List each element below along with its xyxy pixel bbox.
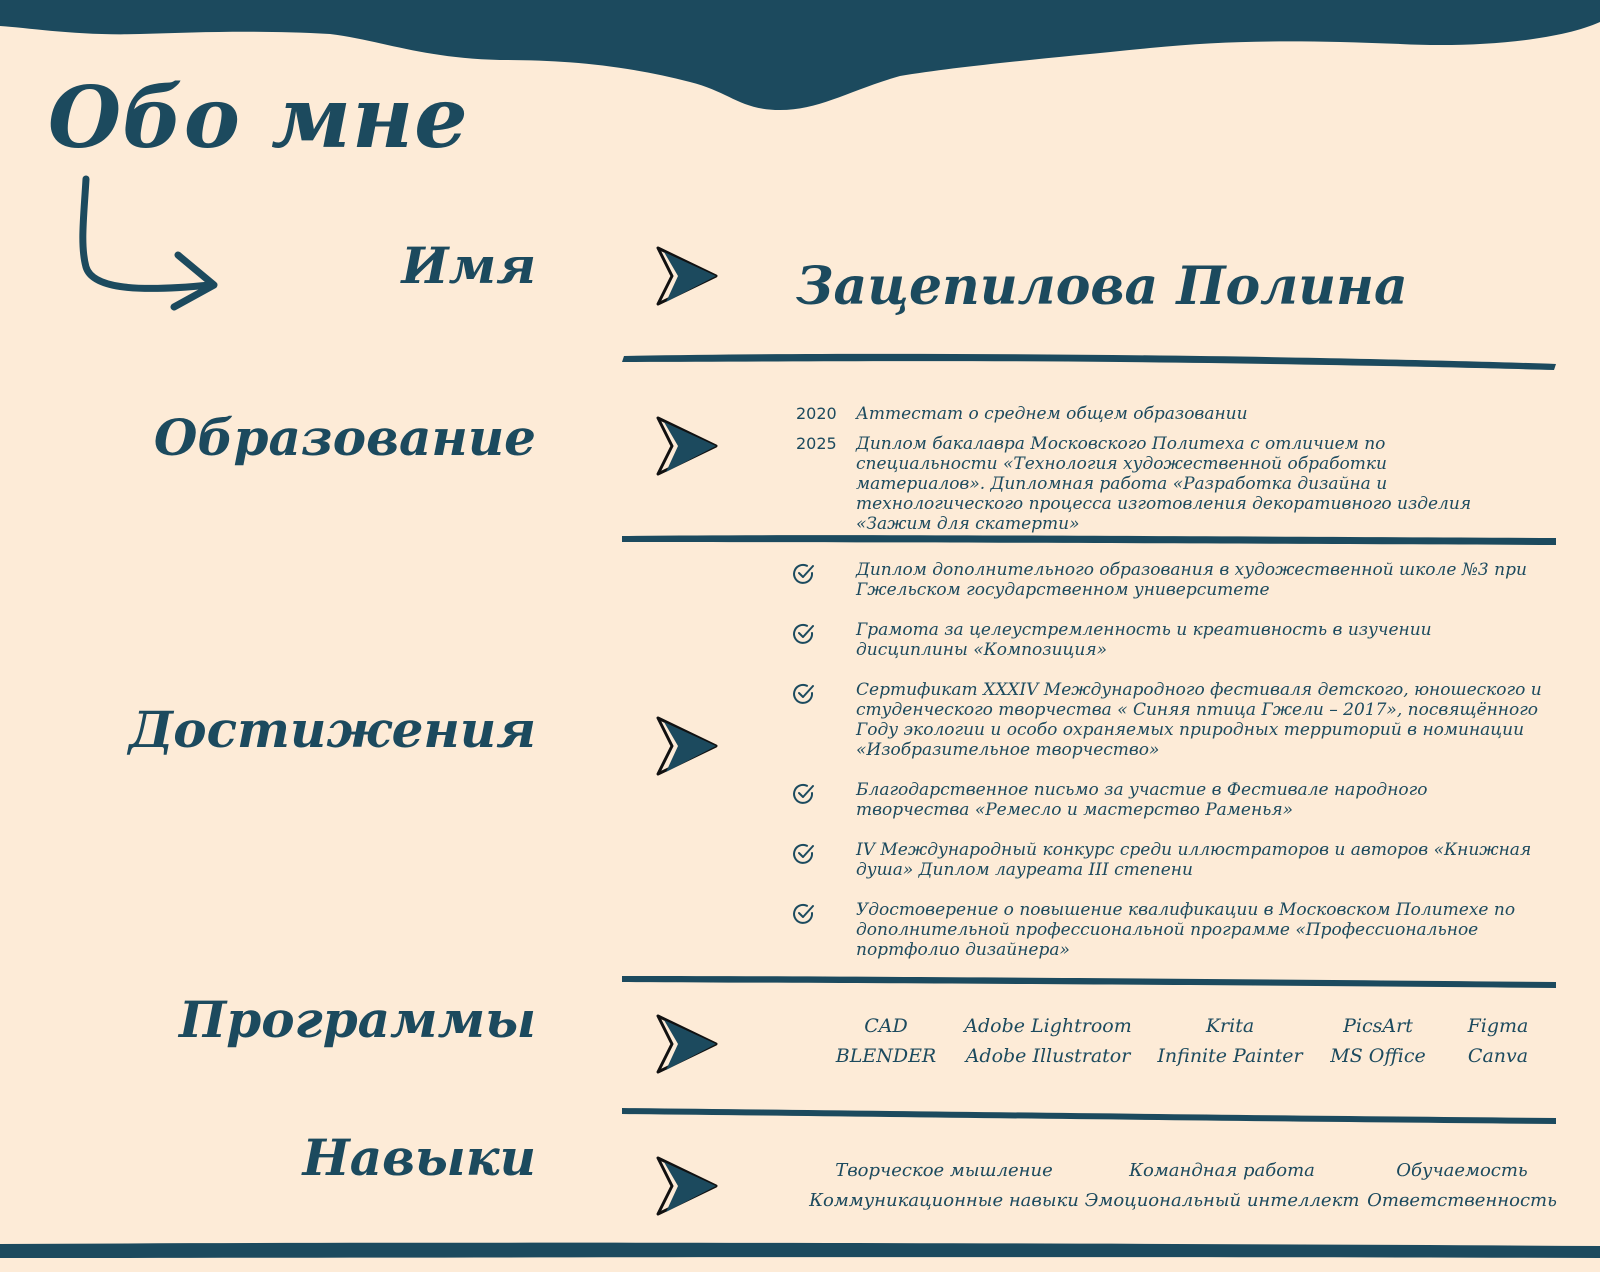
program-item: Canva	[1467, 1045, 1529, 1067]
education-label: Образование	[153, 408, 536, 467]
achievement-text: Удостоверение о повышение квалификации в Московском Политехе по дополнительной профессиональной программе «Профессиональное портфолио дизайнера»	[856, 900, 1516, 960]
program-item: MS Office	[1330, 1045, 1426, 1067]
name-value: Зацепилова Полина	[796, 256, 1408, 317]
arrowhead-icon	[656, 414, 720, 478]
education-year: 2020	[796, 404, 837, 423]
check-circle-icon	[792, 902, 816, 926]
achievement-text: Сертификат XXXIV Международного фестиваля детского, юношеского и студенческого творчества « Синяя птица Гжели – 2017», посвящённого Году экологии и особо охраняемых природных территорий в номинации «Изобразительное творчество»	[856, 680, 1542, 760]
bottom-band-decoration	[0, 1240, 1600, 1262]
arrowhead-icon	[656, 714, 720, 778]
skill-item: Эмоциональный интеллект	[1084, 1190, 1360, 1211]
skills-label: Навыки	[302, 1128, 536, 1187]
check-circle-icon	[792, 562, 816, 586]
education-text: Аттестат о среднем общем образовании	[856, 404, 1248, 424]
skill-item: Командная работа	[1129, 1160, 1315, 1181]
programs-label: Программы	[179, 990, 536, 1049]
education-text: Диплом бакалавра Московского Политеха с отличием по специальности «Технология художественной обработки материалов». Дипломная работа «Разработка дизайна и технологического процесса изготовления декоративного изделия «Зажим для скатерти»	[856, 434, 1472, 534]
section-divider	[620, 348, 1560, 376]
check-circle-icon	[792, 842, 816, 866]
achievement-text: Диплом дополнительного образования в художественной школе №3 при Гжельском государственном университете	[856, 560, 1527, 600]
arrowhead-icon	[656, 1012, 720, 1076]
achievement-text: Благодарственное письмо за участие в Фестивале народного творчества «Ремесло и мастерство Раменья»	[856, 780, 1428, 820]
program-item: Figma	[1467, 1015, 1529, 1037]
education-year: 2025	[796, 434, 837, 453]
program-item: BLENDER	[835, 1045, 937, 1067]
program-item: Adobe Lightroom	[964, 1015, 1132, 1037]
section-divider	[620, 970, 1560, 998]
skill-item: Коммуникационные навыки	[809, 1190, 1079, 1211]
curved-arrow-icon	[70, 175, 230, 315]
skill-item: Обучаемость	[1396, 1160, 1528, 1181]
program-item: Krita	[1205, 1015, 1255, 1037]
check-circle-icon	[792, 682, 816, 706]
page-title: Обо мне	[48, 68, 469, 167]
skill-item: Ответственность	[1367, 1190, 1557, 1211]
achievement-text: IV Международный конкурс среди иллюстраторов и авторов «Книжная душа» Диплом лауреата III степени	[856, 840, 1532, 880]
name-label: Имя	[401, 236, 536, 295]
arrowhead-icon	[656, 1154, 720, 1218]
program-item: Infinite Painter	[1157, 1045, 1303, 1067]
program-item: Adobe Illustrator	[965, 1045, 1131, 1067]
check-circle-icon	[792, 782, 816, 806]
achievements-label: Достижения	[128, 700, 536, 759]
program-item: PicsArt	[1343, 1015, 1413, 1037]
program-item: CAD	[864, 1015, 908, 1037]
arrowhead-icon	[656, 244, 720, 308]
skill-item: Творческое мышление	[835, 1160, 1053, 1181]
check-circle-icon	[792, 622, 816, 646]
achievement-text: Грамота за целеустремленность и креативность в изучении дисциплины «Композиция»	[856, 620, 1432, 660]
section-divider	[620, 1104, 1560, 1132]
